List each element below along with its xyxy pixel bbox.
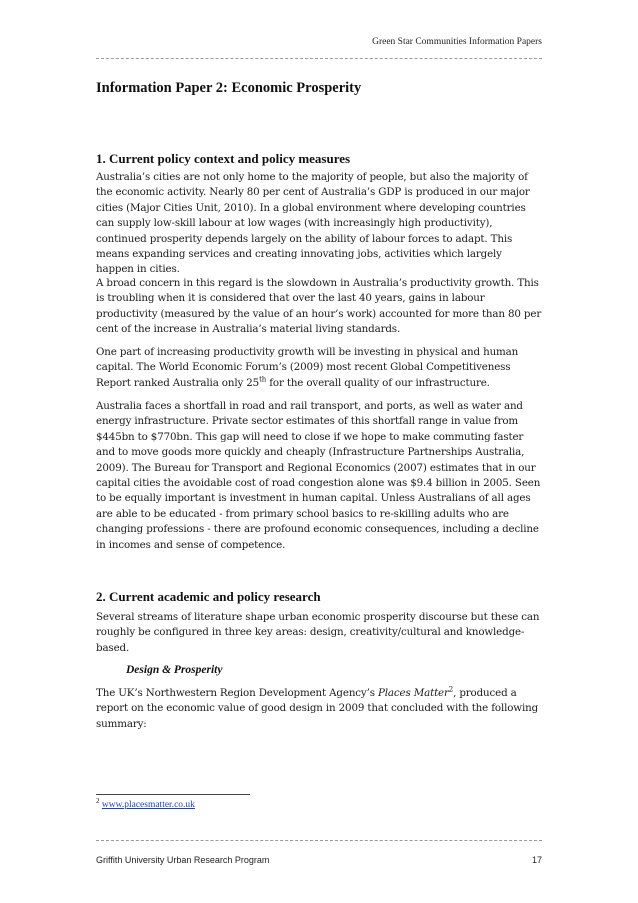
- section-1-paragraph-4: Australia faces a shortfall in road and rail transport, and ports, as well as water and energy infrastructure. Private sector estimates of this shortfall range in value from $445bn to $770bn. This gap will need to close if we hope to make commuting faster and to move goods more quickly and cheaply (Infrastructure Partnerships Australia, 2009). The Bureau for Transport and Regional Economics (2007) estimates that in our capital cities the avoidable cost of road congestion alone was $9.4 billion in 2005. Seen to be equally important is investment in human capital. Unless Australians of all ages are able to be educated - from primary school basics to re-skilling adults who are changing professions - there are profound economic consequences, including a decline in incomes and sense of competence.: [96, 400, 541, 551]
- paper-title: Information Paper 2: Economic Prosperity: [96, 80, 362, 96]
- footnote: [96, 796, 195, 810]
- footnote-divider: [96, 794, 250, 795]
- running-header: Green Star Communities Information Papers: [372, 37, 542, 47]
- section-1-paragraph-1: Australia’s cities are not only home to the majority of people, but also the majority of the economic activity. Nearly 80 per cent of Australia’s GDP is produced in our major cities (Major Cities Unit, 2010). In a global environment where developing countries can supply low-skill labour at low wages (with increasingly high productivity), continued prosperity depends largely on the ability of labour forces to adapt. This means expanding services and creating innovating jobs, activities which largely happen in cities.: [96, 171, 530, 276]
- section-1-paragraph-3: [96, 345, 542, 391]
- section-2-paragraph-2-text: The UK’s Northwestern Region Development Agency’s: [96, 687, 378, 699]
- footnote-number: 2: [96, 796, 100, 805]
- footer-source: Griffith University Urban Research Program: [96, 855, 270, 865]
- design-prosperity-subheading: Design & Prosperity: [126, 664, 223, 676]
- footnote-link[interactable]: www.placesmatter.co.uk: [101, 800, 195, 810]
- section-2-paragraph-2-tail: , produced a report on the economic value of good design in 2009 that concluded with the following summary:: [96, 687, 539, 730]
- header-divider: [96, 58, 542, 59]
- footnote-reference[interactable]: 2: [448, 685, 454, 694]
- places-matter-title: Places Matter: [377, 687, 449, 699]
- section-2-paragraph-1: Several streams of literature shape urban economic prosperity discourse but these can roughly be configured in three key areas: design, creativity/cultural and knowledge-based.: [96, 611, 540, 654]
- page-number: 17: [531, 855, 542, 865]
- section-1-paragraph-3-text: One part of increasing productivity growth will be investing in physical and human capital. The World Economic Forum’s (2009) most recent Global Competitiveness Report ranked Australia only 25: [96, 346, 519, 389]
- footer-divider: [96, 840, 542, 841]
- section-1-paragraph-2: A broad concern in this regard is the slowdown in Australia’s productivity growth. This is troubling when it is considered that over the last 40 years, gains in labour productivity (measured by the value of an hour’s work) accounted for more than 80 per cent of the increase in Australia’s material living standards.: [96, 277, 542, 336]
- ordinal-superscript: th: [259, 375, 267, 384]
- section-2-paragraph-2: [96, 686, 542, 732]
- section-2-heading: 2. Current academic and policy research: [96, 589, 321, 604]
- section-1-paragraph-3-tail: for the overall quality of our infrastructure.: [266, 376, 490, 389]
- section-1-heading: 1. Current policy context and policy measures: [96, 151, 351, 166]
